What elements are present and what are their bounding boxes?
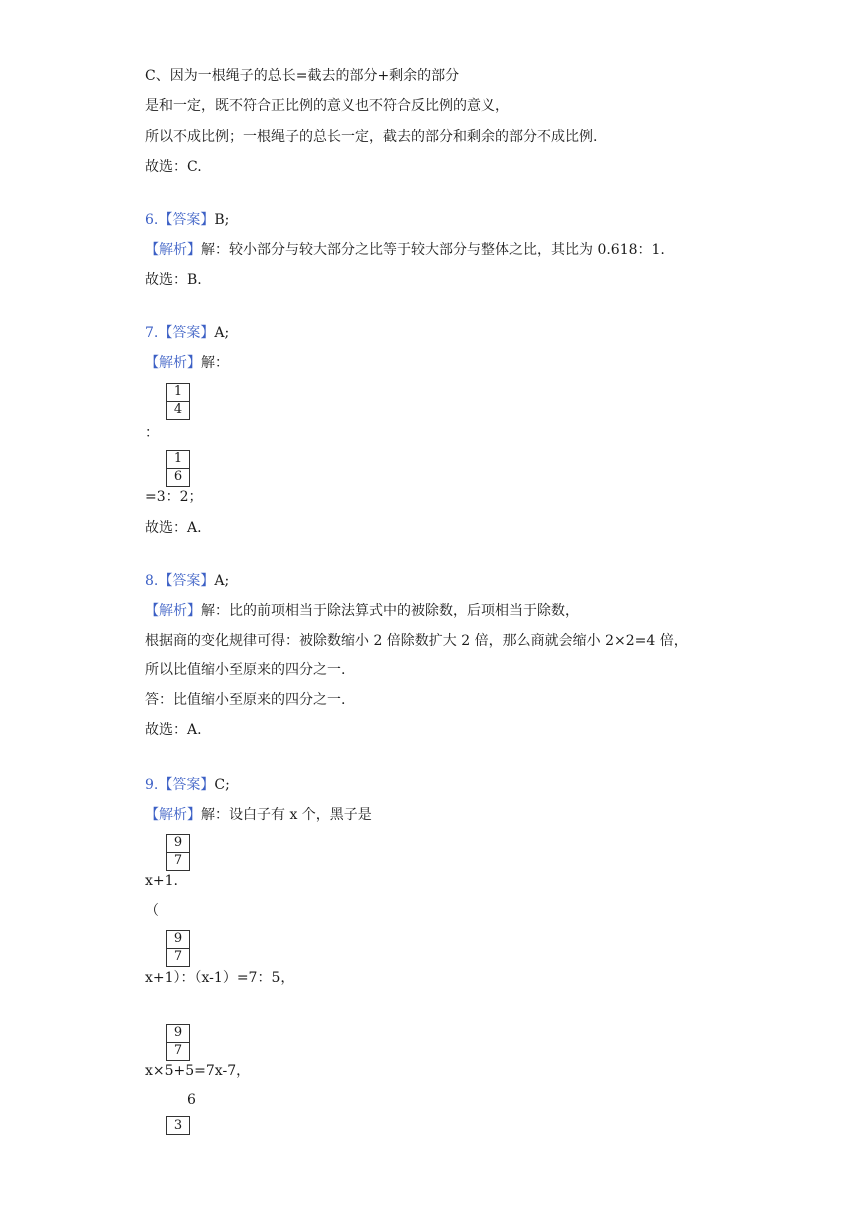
q6-number: 6.	[145, 212, 159, 228]
q9-box-3: 3	[166, 1116, 190, 1135]
q9-analysis: 解：设白子有 x 个，黑子是	[201, 807, 372, 823]
q9-analysis-line	[145, 805, 372, 825]
q7-fraction-1	[166, 383, 190, 420]
q9-fraction-3-numerator: 9	[173, 1025, 183, 1040]
q9-analysis-tag: 【解析】	[145, 807, 201, 823]
q7-fraction-2-denominator: 6	[167, 468, 189, 486]
q9-expression-3: x×5+5=7x-7，	[145, 1063, 251, 1079]
q7-choice: 故选：A.	[145, 520, 202, 536]
q9-answer-tag: 【答案】	[158, 777, 215, 793]
q8-line-2: 根据商的变化规律可得：被除数缩小 2 倍除数扩大 2 倍，那么商就会缩小 2×2=4 倍，	[145, 633, 688, 649]
q7-result: =3：2；	[145, 489, 203, 505]
q9-number-six: 6	[187, 1092, 196, 1108]
q6-analysis-line	[145, 240, 665, 260]
q8-line-3: 所以比值缩小至原来的四分之一.	[145, 662, 346, 678]
q7-fraction-1-numerator: 1	[173, 384, 183, 399]
q7-analysis-line	[145, 353, 229, 373]
q8-line-4: 答：比值缩小至原来的四分之一.	[145, 692, 346, 708]
q9-expression-1: x+1.	[145, 873, 178, 889]
q6-answer-tag: 【答案】	[158, 212, 215, 228]
q8-analysis-line	[145, 601, 579, 621]
q8-analysis: 解：比的前项相当于除法算式中的被除数，后项相当于除数，	[201, 603, 579, 619]
q7-analysis: 解：	[201, 355, 229, 371]
q7-colon: ：	[145, 425, 159, 441]
q8-answer: A;	[214, 573, 230, 589]
q7-fraction-1-denominator: 4	[167, 401, 189, 419]
q7-answer: A;	[214, 325, 230, 341]
q8-analysis-tag: 【解析】	[145, 603, 201, 619]
q8-answer-line	[145, 571, 229, 591]
q9-fraction-2	[166, 930, 190, 967]
q5-choice: 故选：C.	[145, 159, 202, 175]
q9-fraction-1	[166, 834, 190, 871]
q5-line-1: C、因为一根绳子的总长=截去的部分+剩余的部分	[145, 68, 460, 84]
q6-answer-line	[145, 210, 229, 230]
q9-fraction-3	[166, 1024, 190, 1061]
q8-number: 8.	[145, 573, 159, 589]
q9-fraction-3-denominator: 7	[167, 1042, 189, 1060]
q7-answer-line	[145, 323, 229, 343]
q6-analysis: 解：较小部分与较大部分之比等于较大部分与整体之比，其比为 0.618：1.	[201, 242, 665, 258]
q6-answer: B;	[214, 212, 230, 228]
q9-open-paren: （	[145, 903, 159, 919]
q7-fraction-2	[166, 450, 190, 487]
q9-fraction-2-numerator: 9	[173, 931, 183, 946]
q8-answer-tag: 【答案】	[158, 573, 215, 589]
q9-fraction-2-denominator: 7	[167, 948, 189, 966]
q6-choice: 故选：B.	[145, 272, 202, 288]
q9-number: 9.	[145, 777, 159, 793]
q5-line-3: 所以不成比例；一根绳子的总长一定，截去的部分和剩余的部分不成比例.	[145, 129, 598, 145]
q7-number: 7.	[145, 325, 159, 341]
q9-fraction-1-denominator: 7	[167, 852, 189, 870]
q8-choice: 故选：A.	[145, 722, 202, 738]
q9-answer-line	[145, 775, 230, 795]
q6-analysis-tag: 【解析】	[145, 242, 201, 258]
q9-fraction-1-numerator: 9	[173, 835, 183, 850]
q7-answer-tag: 【答案】	[158, 325, 215, 341]
q5-line-2: 是和一定，既不符合正比例的意义也不符合反比例的意义，	[145, 98, 509, 114]
q7-fraction-2-numerator: 1	[173, 451, 183, 466]
q9-answer: C;	[214, 777, 230, 793]
q9-expression-2: x+1）：（x-1）=7：5，	[145, 970, 295, 986]
q7-analysis-tag: 【解析】	[145, 355, 201, 371]
